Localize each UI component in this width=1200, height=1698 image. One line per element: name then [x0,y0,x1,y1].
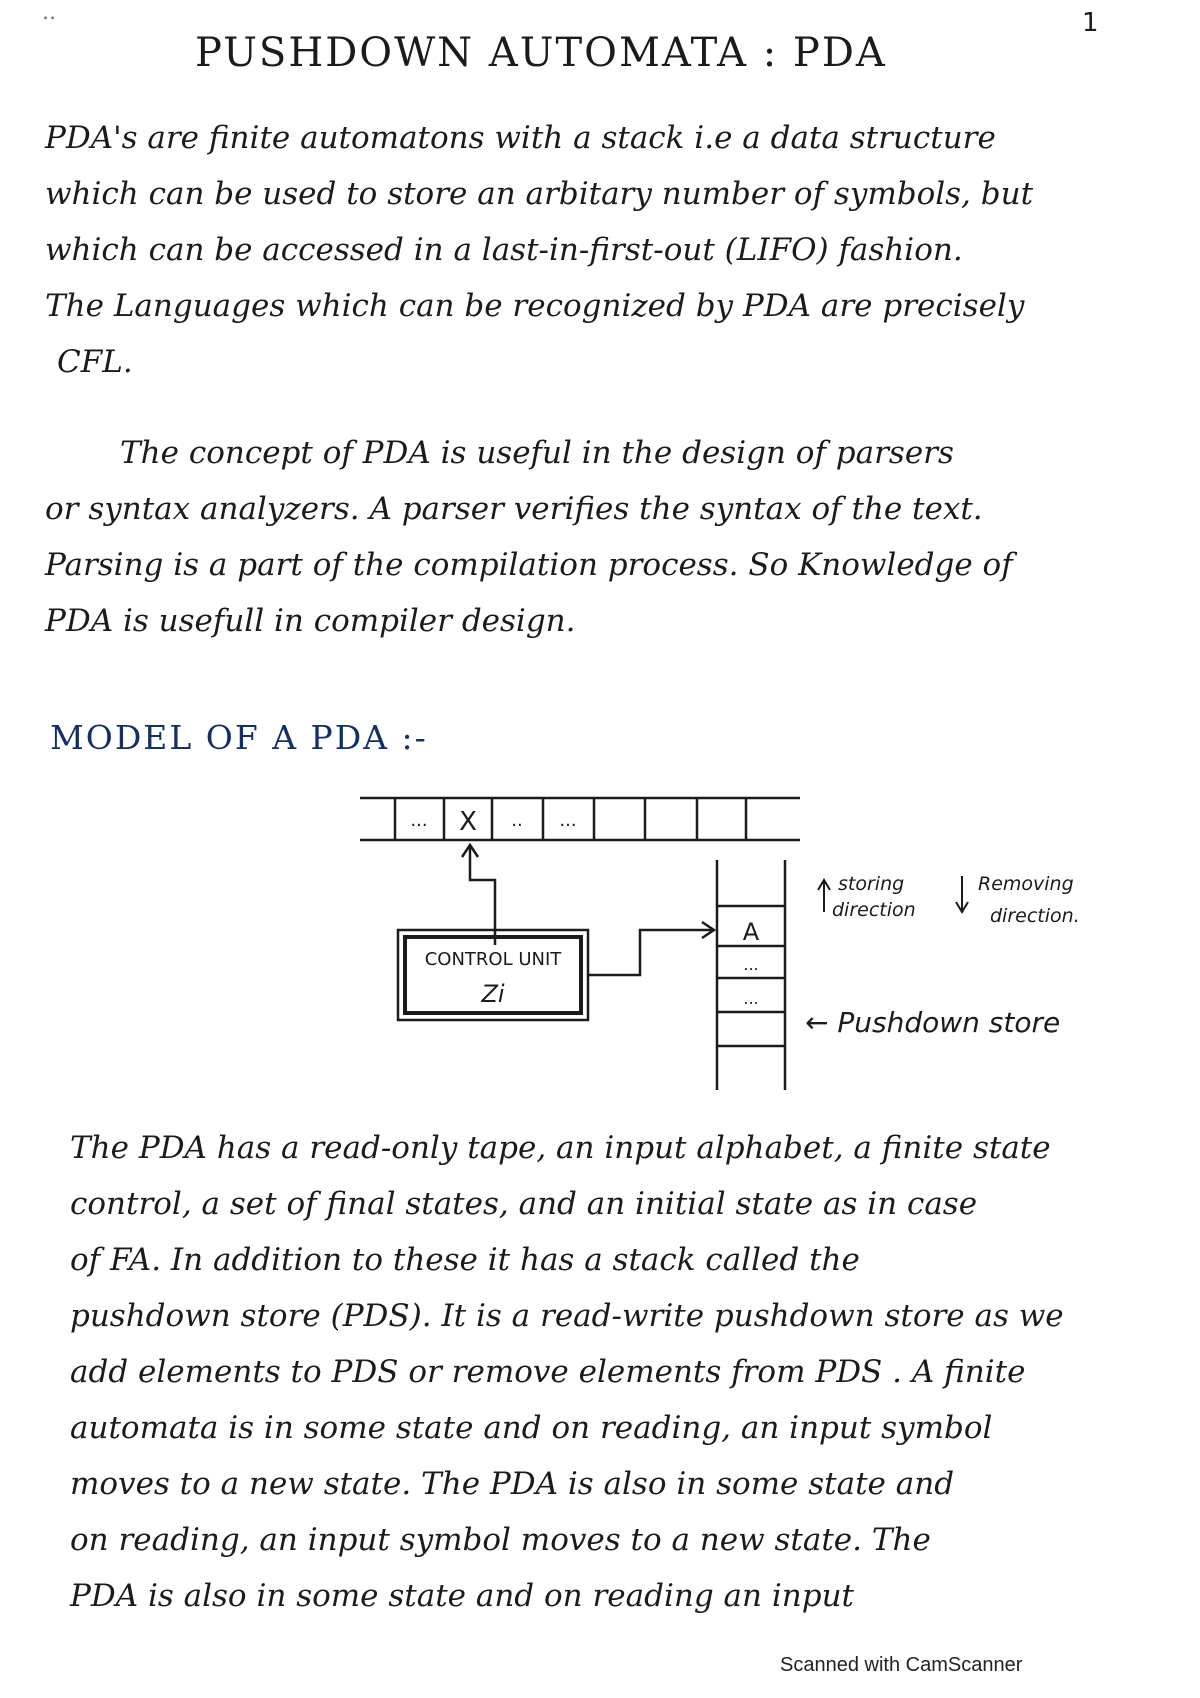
text-line: add elements to PDS or remove elements from PDS . A finite [70,1354,1026,1390]
tape-cell: ... [559,810,577,831]
paragraph-intro [45,110,1033,390]
page-number: 1 [1082,8,1099,38]
stack-cell: ... [743,989,759,1008]
text-line: control, a set of final states, and an initial state as in case [70,1186,978,1222]
text-line: PDA is also in some state and on reading an input [70,1578,855,1614]
text-line: pushdown store (PDS). It is a read-write pushdown store as we [70,1298,1064,1334]
paragraph-description [70,1120,1064,1624]
control-unit-box [398,930,588,1020]
control-unit-label: CONTROL UNIT [424,949,562,970]
removing-label: Removing [978,873,1074,895]
text-line: moves to a new state. The PDA is also in some state and [70,1466,955,1502]
text-line: The PDA has a read-only tape, an input alphabet, a finite state [70,1130,1051,1166]
removing-direction-arrow [956,876,968,912]
pushdown-store-label: ← Pushdown store [805,1006,1061,1039]
storing-direction-arrow [818,880,830,912]
text-line: PDA is usefull in compiler design. [45,603,576,639]
stack-pointer-arrow [588,922,714,975]
text-line: of FA. In addition to these it has a stack called the [70,1242,860,1278]
scanner-watermark: Scanned with CamScanner [780,1654,1023,1676]
read-head-arrow [462,845,495,945]
text-line: or syntax analyzers. A parser verifies the syntax of the text. [45,491,983,527]
input-tape [360,798,800,840]
storing-label: storing [838,873,905,895]
page-title: PUSHDOWN AUTOMATA : PDA [195,30,887,76]
text-line: The concept of PDA is useful in the design of parsers [120,435,954,471]
text-line: PDA's are finite automatons with a stack i.e a data structure [45,120,996,156]
tape-cell: .. [511,810,523,831]
text-line: CFL. [57,344,133,380]
text-line: Parsing is a part of the compilation process. So Knowledge of [45,547,1013,583]
text-line: which can be accessed in a last-in-first-out (LIFO) fashion. [45,232,963,268]
text-line: The Languages which can be recognized by PDA are precisely [45,288,1025,324]
control-unit-state: Zi [481,980,505,1008]
tape-cell: ... [410,810,428,831]
text-line: on reading, an input symbol moves to a new state. The [70,1522,931,1558]
corner-marks: .. [42,0,56,25]
model-heading: MODEL OF A PDA :- [50,718,428,757]
paragraph-parsers [45,425,1013,649]
text-line: which can be used to store an arbitary number of symbols, but [45,176,1034,212]
tape-cell: X [459,807,477,837]
removing-label: direction. [990,905,1080,927]
pushdown-stack [717,860,785,1090]
text-line: automata is in some state and on reading, an input symbol [70,1410,993,1446]
storing-label: direction [832,899,916,921]
stack-cell: ... [743,955,759,974]
stack-cell: A [742,918,760,946]
